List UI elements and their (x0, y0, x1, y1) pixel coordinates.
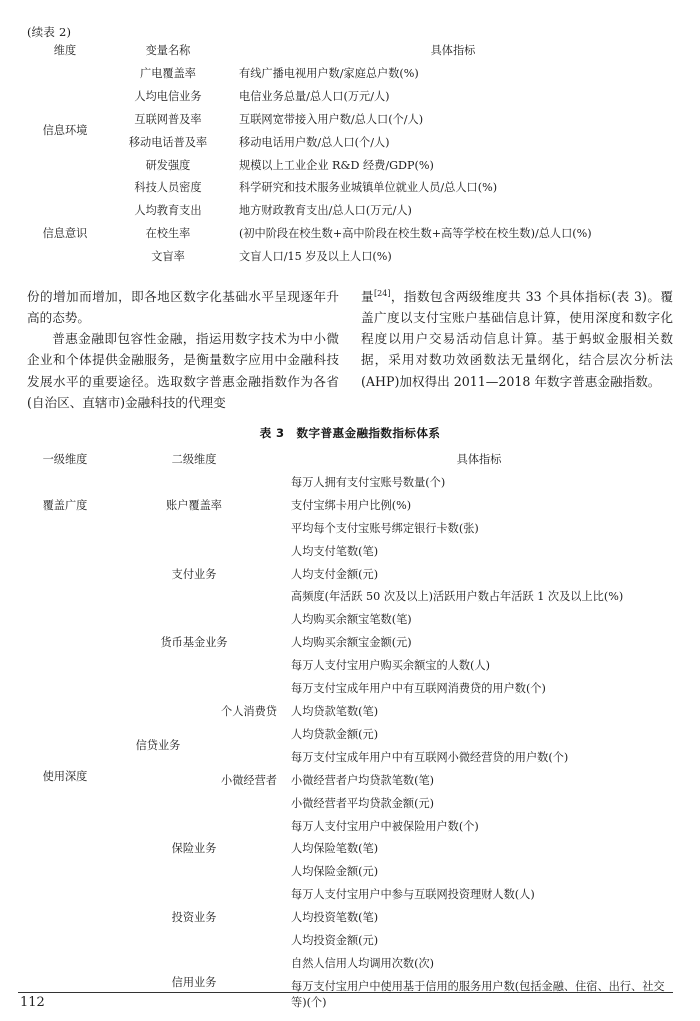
table-row (27, 86, 673, 109)
column-header-dimension: 维度 (53, 44, 77, 57)
variable-cell: 文盲率 (151, 250, 185, 264)
indicator-cell: 人均投资金额(元) (291, 934, 379, 948)
variable-cell: 研发强度 (145, 158, 191, 172)
indicator-cell: 每万人支付宝用户中参与互联网投资理财人数(人) (291, 888, 535, 902)
table-2-header (27, 40, 673, 63)
variable-cell: 互联网普及率 (134, 112, 202, 126)
variable-cell: 广电覆盖率 (140, 66, 196, 80)
column-header-level1: 一级维度 (42, 453, 88, 466)
indicator-cell: 互联网宽带接入用户数/总人口(个/人) (239, 112, 424, 126)
indicator-cell: 人均贷款笔数(笔) (291, 704, 379, 718)
level2-cell: 账户覆盖率 (166, 498, 222, 512)
level2-cell: 投资业务 (171, 911, 217, 925)
indicator-cell: 每万支付宝成年用户中有互联网小微经营贷的用户数(个) (291, 750, 569, 764)
level3-cell: 个人消费贷 (221, 704, 277, 718)
dimension-cell: 信息环境 (42, 124, 88, 138)
indicator-cell: 人均投资笔数(笔) (291, 911, 379, 925)
column-header-indicator: 具体指标 (430, 44, 476, 57)
indicator-cell: 每万人拥有支付宝账号数量(个) (291, 475, 446, 489)
level2-cell: 信用业务 (171, 976, 217, 990)
variable-cell: 人均电信业务 (134, 89, 202, 103)
table-row (27, 109, 673, 132)
indicator-cell: 人均购买余额宝笔数(笔) (291, 613, 412, 627)
indicator-cell: 科学研究和技术服务业城镇单位就业人员/总人口(%) (239, 181, 498, 195)
level1-cell: 使用深度 (42, 770, 88, 784)
table-row (27, 678, 673, 701)
table-2-continued (27, 40, 673, 269)
table-row (27, 609, 673, 632)
indicator-cell: 人均贷款金额(元) (291, 727, 379, 741)
table-row (27, 40, 673, 63)
indicator-cell: 有线广播电视用户数/家庭总户数(%) (239, 66, 419, 80)
variable-cell: 在校生率 (145, 227, 191, 241)
column-header-level2: 二级维度 (171, 453, 217, 466)
indicator-cell: 每万人支付宝用户购买余额宝的人数(人) (291, 659, 490, 673)
body-column-right (361, 286, 673, 413)
table-row (27, 953, 673, 976)
level2-cell: 货币基金业务 (160, 636, 228, 650)
table-row (27, 816, 673, 839)
indicator-cell: 支付宝绑卡用户比例(%) (291, 498, 412, 512)
page-number: 112 (20, 995, 45, 1010)
indicator-cell: 小微经营者平均贷款金额(元) (291, 796, 434, 810)
table-row (27, 449, 673, 472)
variable-cell: 科技人员密度 (134, 181, 202, 195)
footer-rule (18, 992, 673, 993)
table-3-caption: 表 3 数字普惠金融指数指标体系 (259, 426, 441, 440)
indicator-cell: 平均每个支付宝账号绑定银行卡数(张) (291, 521, 479, 535)
text-fragment-post: ，指数包含两级维度共 33 个具体指标(表 3)。覆盖广度以支付宝账户基础信息计算，使用深度和数字化程度以用户交易活动信息计算。基于蚂蚁金服相关数据，采用对数功效函数法无量纲化，结合层次分析法(AHP)加权得出 2011—2018 年数字普惠金融指数。 (361, 289, 674, 389)
level2-cell: 支付业务 (171, 567, 217, 581)
table-row (27, 155, 673, 178)
table-row (27, 177, 673, 200)
paragraph-inclusive-finance: 普惠金融即包容性金融，指运用数字技术为中小微企业和个体提供金融服务，是衡量数字应用中金融科技发展水平的重要途径。选取数字普惠金融指数作为各省(自治区、直辖市)金融科技的代理变 (27, 331, 339, 410)
table-row (27, 132, 673, 155)
level1-cell: 覆盖广度 (42, 498, 88, 512)
paragraph-index-description (361, 286, 673, 392)
table-row (27, 223, 673, 246)
table-row (27, 472, 673, 495)
paragraph-continued: 份的增加而增加，即各地区数字化基础水平呈现逐年升高的态势。 (27, 289, 339, 326)
table-row (27, 200, 673, 223)
indicator-cell: 人均保险金额(元) (291, 865, 379, 879)
indicator-cell: 文盲人口/15 岁及以上人口(%) (239, 250, 392, 264)
table-row (27, 246, 673, 269)
indicator-cell: 地方财政教育支出/总人口(万元/人) (239, 204, 412, 218)
table-3 (27, 449, 673, 1015)
indicator-cell: 每万支付宝用户中使用基于信用的服务用户数(包括金融、住宿、出行、社交等)(个) (291, 979, 665, 1009)
indicator-cell: 电信业务总量/总人口(万元/人) (239, 89, 390, 103)
level3-cell: 小微经营者 (221, 773, 277, 787)
variable-cell: 移动电话普及率 (128, 135, 208, 149)
variable-cell: 人均教育支出 (134, 204, 202, 218)
column-header-variable: 变量名称 (145, 44, 191, 57)
column-header-indicator: 具体指标 (456, 453, 502, 466)
level2-cell: 保险业务 (171, 842, 217, 856)
table-2 (27, 40, 673, 269)
table-row (27, 541, 673, 564)
indicator-cell: 小微经营者户均贷款笔数(笔) (291, 773, 434, 787)
indicator-cell: (初中阶段在校生数+高中阶段在校生数+高等学校在校生数)/总人口(%) (239, 227, 592, 241)
table-3-block (27, 425, 673, 1015)
indicator-cell: 每万支付宝成年用户中有互联网消费贷的用户数(个) (291, 682, 546, 696)
indicator-cell: 人均支付金额(元) (291, 567, 379, 581)
table-row (27, 884, 673, 907)
table-3-header (27, 449, 673, 472)
citation-reference: [24] (374, 288, 391, 298)
level2-cell: 信贷业务 (135, 739, 181, 753)
text-fragment-pre: 量 (361, 289, 375, 304)
continued-table-label: (续表 2) (27, 25, 72, 39)
indicator-cell: 高频度(年活跃 50 次及以上)活跃用户数占年活跃 1 次及以上比(%) (291, 590, 624, 604)
indicator-cell: 人均保险笔数(笔) (291, 842, 379, 856)
table-row (27, 63, 673, 86)
body-column-left (27, 286, 339, 413)
dimension-cell: 信息意识 (42, 227, 88, 241)
indicator-cell: 每万人支付宝用户中被保险用户数(个) (291, 819, 479, 833)
body-text (27, 286, 673, 413)
table-3-body (27, 472, 673, 1015)
indicator-cell: 人均支付笔数(笔) (291, 544, 379, 558)
indicator-cell: 人均购买余额宝金额(元) (291, 636, 412, 650)
table-2-body (27, 63, 673, 269)
indicator-cell: 自然人信用人均调用次数(次) (291, 956, 434, 970)
indicator-cell: 移动电话用户数/总人口(个/人) (239, 135, 390, 149)
indicator-cell: 规模以上工业企业 R&D 经费/GDP(%) (239, 158, 434, 172)
